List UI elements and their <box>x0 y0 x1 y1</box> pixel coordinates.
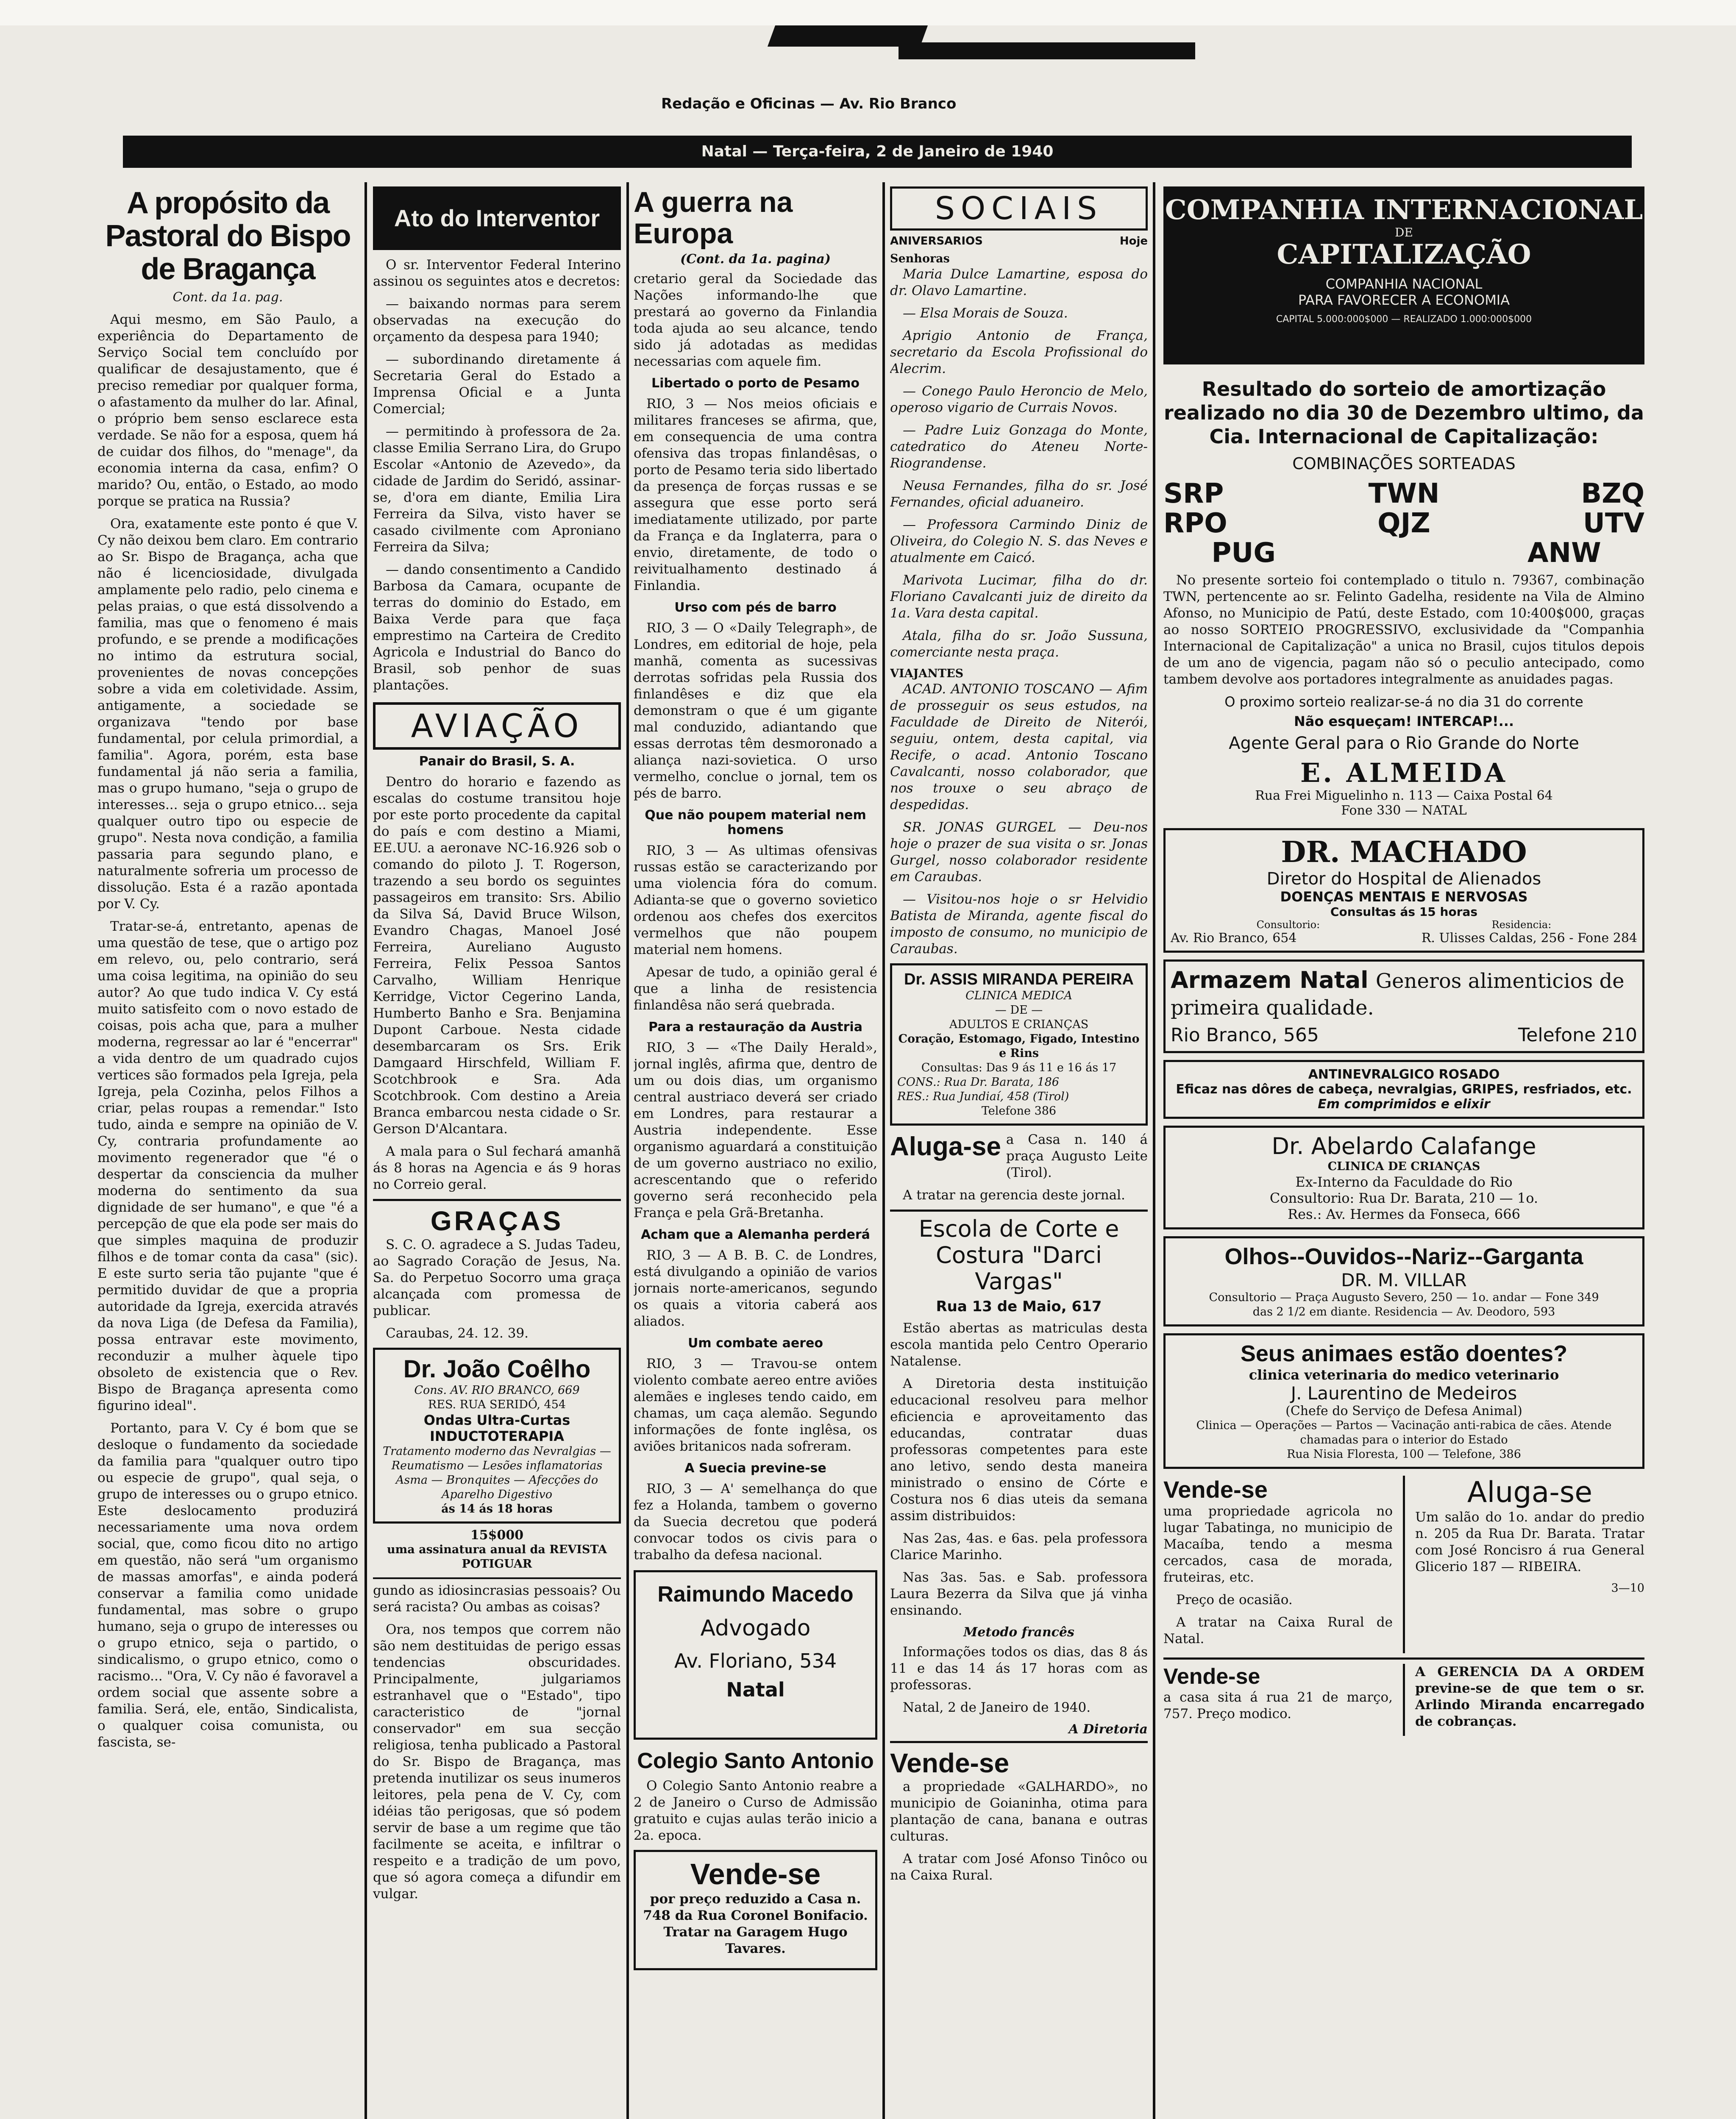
ad-villar-name: DR. M. VILLAR <box>1341 1270 1467 1290</box>
ad-vende-se-casa <box>634 1850 877 1970</box>
social-item: SR. JONAS GURGEL — Deu-nos hoje o prazer de sua visita o sr. Jonas Gurgel, nosso colaborador residente em Caraubas. <box>890 820 1148 884</box>
social-item: Aprigio Antonio de França, secretario da Escola Profissional do Alecrim. <box>890 328 1148 376</box>
social-item: Neusa Fernandes, filha do sr. José Fernandes, oficial aduaneiro. <box>890 478 1148 510</box>
paragraph: A Diretoria desta instituição educacional resolveu para melhor eficiencia e aproveitamento das educandas, contratar duas professoras competentes para este ano letivo, sendo desta maneira ministrado o ensino de Córte e Costura nos 6 dias uteis da semana assim distribuidos: <box>890 1376 1148 1524</box>
masthead-line <box>661 95 1382 117</box>
ad-line: Ondas Ultra-Curtas <box>423 1412 570 1428</box>
paragraph: Ora, exatamente este ponto é que V. Cy não deixou bem claro. Em contrario ao Sr. Bispo de Bragança, acha que não é licenciosidade, divulgada amplamente pelo radio, pelo cinema e pelas praias, o que está dissolvendo a familia, mas que o fenomeno é mais profundo, e se prende a modificações no intimo da estrutura social, provenientes de novas concepções sobre a vida em coletividade. Assim, antigamente, a sociedade se organizava "tendo por base fundamental, por celula primordial, a familia". Agora, porém, esta base fundamental já não seria a familia, mas o grupo humano, "seja o grupo de interesses... seja o grupo etnico... seja qualquer outro tipo ou especie de grupo". Nesta nova condição, a familia passaria para segundo plano, e naturalmente sofreria um processo de dissolução. Esta é a razão apontada por V. Cy. <box>97 516 358 912</box>
ad-gerencia-ordem <box>1415 1664 1644 1736</box>
sorteio-title: Resultado do sorteio de amortização realizado no dia 30 de Dezembro ultimo, da Cia. Internacional de Capitalização: <box>1164 378 1644 448</box>
paragraph: A tratar na Caixa Rural de Natal. <box>1163 1615 1393 1646</box>
assinatura-price: 15$000 <box>470 1528 524 1543</box>
social-item: Marivota Lucimar, filha do dr. Floriano Cavalcanti juiz de direito da 1a. Vara desta capital. <box>890 573 1148 621</box>
column-rule-4 <box>1153 182 1155 2119</box>
ad-animais-title: Seus animaes estão doentes? <box>1240 1341 1568 1366</box>
column-1 <box>97 186 358 2119</box>
paragraph: Ora, nos tempos que correm não são nem destituidas de perigo essas tendencias obscuridades. Principalmente, julgariamos estranhavel que o "Estado", tipo caracteristico de "jornal conservador" em sua secção religiosa, tenha publicado a Pastoral do Sr. Bispo de Bragança, mas pretenda inutilizar os seus inumeros leitores, pela pena de V. Cy, com idéias tão perigosas, que só podem servir de base a um regime que tão facilmente se aceita, e infiltrar o respeito e a tradição de um povo, que só agora começa a difundir em vulgar. <box>373 1622 621 1902</box>
combo-code: PUG <box>1211 537 1276 569</box>
ad-line: Cons. AV. RIO BRANCO, 669 <box>414 1384 580 1397</box>
ad-calafange-name: Dr. Abelardo Calafange <box>1271 1133 1536 1160</box>
ad-line: Consultas ás 15 horas <box>1330 905 1478 919</box>
ad-dr-villar <box>1163 1236 1644 1326</box>
ad-line: RES. RUA SERIDÓ, 454 <box>428 1398 566 1411</box>
column-rule-1 <box>364 182 367 2119</box>
cic-line: PARA FAVORECER A ECONOMIA <box>1298 292 1510 308</box>
combo-code: RPO <box>1163 508 1227 539</box>
category-label: VIAJANTES <box>890 667 964 680</box>
paragraph: RIO, 3 — As ultimas ofensivas russas estão se caracterizando por uma violencia fóra do comum. Adianta-se que o governo sovietico ordenou aos chefes dos exercitos vermelhos que não poupem material nem homens. <box>634 843 877 957</box>
divider <box>890 1741 1148 1743</box>
gracas-sign: Caraubas, 24. 12. 39. <box>386 1326 529 1341</box>
aviacao-heading-box <box>373 702 621 750</box>
divider <box>1163 1657 1644 1660</box>
section-title-aviacao: AVIAÇÃO <box>411 707 583 745</box>
paragraph: RIO, 3 — «The Daily Herald», jornal inglês, afirma que, dentro de um ou dois dias, um organismo central austriaco deverá ser criado em Londres, para restaurar a Austria independente. Esse organismo aguardará a constituição de um governo austriaco no exilio, acrescentando que o referido governo será reconhecido pela França e pela Grã-Bretanha. <box>634 1040 877 1221</box>
ad-vende-se-casa-2 <box>1163 1664 1393 1736</box>
title-banner-interventor <box>373 186 621 250</box>
paragraph: O Colegio Santo Antonio reabre a 2 de Janeiro o Curso de Admissão gratuito e cujas aulas terão inicio a 2a. epoca. <box>634 1778 877 1843</box>
paragraph: Tratar-se-á, entretanto, apenas de uma questão de tese, que o artigo poz em relevo, ou, pelo contrario, será uma coisa legitima, na opinião do seu autor? Ao que tudo indica V. Cy está muito satisfeito com o novo estado de coisas, pois acha que, para a mulher moderna, regressar ao lar é "encerrar" a vida dentro de um quadrado cujos vertices são formados pela Igreja, pela Igreja, pela Cozinha, pelos Filhos a criar, pelas roupas a remendar." Isto tudo, ainda e sempre na opinião de V. Cy, contraria profundamente ao movimento regenerador que "é o despertar da consciencia da mulher moderna do sentimento da sua dignidade de ser humano", e que "é a percepção de que ela pode ser mais do que simples maquina de produzir filhos e de tomar conta da casa" (sic). E este surto seria tão pujante "que é permitido duvidar de que a propria autoridade da Igreja, exercida através da nova Liga (de Defesa da Familia), possa entravar este movimento, reconduzir a mulher àquele tipo obsoleto de existencia que o Rev. Bispo de Bragança apresenta como figurino ideal". <box>97 919 358 1413</box>
ad-vende-title: Vende-se <box>690 1858 821 1891</box>
ad-colegio-name: Colegio Santo Antonio <box>637 1749 874 1773</box>
subheading: Um combate aereo <box>688 1336 823 1351</box>
ad-line: clinica veterinaria do medico veterinario <box>1249 1367 1559 1383</box>
ad-line: Consultorio: <box>1256 919 1320 931</box>
ad-abelardo-calafange <box>1163 1126 1644 1229</box>
masthead-text-1: Redação e Oficinas — Av. Rio Branco <box>661 95 957 112</box>
ad-aluga-title: Aluga-se <box>1467 1476 1593 1509</box>
ad-vende-title: Vende-se <box>890 1748 1010 1778</box>
article-title-guerra: A guerra na Europa <box>634 186 793 250</box>
ad-line: Coração, Estomago, Figado, Intestino e Rins <box>898 1032 1140 1060</box>
ad-aluga-se-salao <box>1415 1476 1644 1653</box>
ad-rosado-text2: Em comprimidos e elixir <box>1318 1097 1490 1112</box>
ad-line: Res.: Av. Hermes da Fonseca, 666 <box>1288 1206 1520 1222</box>
article-title-interventor: Ato do Interventor <box>394 205 600 231</box>
ad-line: Consultorio — Praça Augusto Severo, 250 — 1o. andar — Fone 349 <box>1209 1291 1599 1304</box>
aniversarios-date: Hoje <box>1119 235 1148 247</box>
ad-villar-title: Olhos--Ouvidos--Nariz--Garganta <box>1224 1244 1583 1269</box>
ad-line: Telefone 386 <box>981 1104 1057 1118</box>
ad-aluga-text: a Casa n. 140 á praça Augusto Leite (Tirol). <box>1006 1132 1148 1180</box>
ad-machado-addr-labels <box>1171 919 1637 931</box>
sorteio-next: O proximo sorteio realizar-se-á no dia 31 do corrente <box>1224 694 1583 710</box>
ad-line: ADULTOS E CRIANÇAS <box>949 1018 1089 1031</box>
dateline-bar <box>123 136 1632 168</box>
ad-line: Consultorio: Rua Dr. Barata, 210 — 1o. <box>1269 1190 1538 1206</box>
ad-rosado-title: ANTINEVRALGICO ROSADO <box>1308 1067 1500 1082</box>
assinatura-text: uma assinatura anual da REVISTA POTIGUAR <box>387 1543 607 1571</box>
classifieds-row <box>1163 1476 1644 1653</box>
ad-line: das 2 1/2 em diante. Residencia — Av. Deodoro, 593 <box>1252 1305 1555 1318</box>
ad-line: Diretor do Hospital de Alienados <box>1266 869 1541 889</box>
ad-aluga-title: Aluga-se <box>890 1132 1001 1161</box>
ad-armazem-addr: Rio Branco, 565 <box>1171 1024 1319 1046</box>
combo-code: BZQ <box>1581 478 1644 509</box>
ad-line: INDUCTOTERAPIA <box>430 1428 564 1444</box>
paragraph: Preço de ocasião. <box>1176 1592 1293 1607</box>
ad-line: CLINICA MEDICA <box>965 989 1073 1002</box>
subheading: Urso com pés de barro <box>674 600 837 615</box>
ad-raimundo-macedo <box>634 1570 877 1740</box>
combo-code: SRP <box>1163 478 1224 509</box>
paragraph: RIO, 3 — A B. B. C. de Londres, está divulgando a opinião de varios jornais norte-americanos, segundo os quais a vitoria caberá aos aliados. <box>634 1248 877 1329</box>
section-title-sociais: SOCIAIS <box>935 190 1103 227</box>
paragraph: Nas 2as, 4as. e 6as. pela professora Clarice Marinho. <box>890 1531 1148 1563</box>
ad-line: Clinica — Operações — Partos — Vacinação anti-rabica de cães. Atende chamadas para o interior do Estado <box>1196 1419 1612 1446</box>
paragraph: RIO, 3 — A' semelhança do que fez a Holanda, tambem o governo da Suecia decretou que poderá convocar todos os civis para o trabalho da defesa nacional. <box>634 1481 877 1563</box>
ad-vende-title: Vende-se <box>1163 1476 1268 1503</box>
ad-armazem-title: Armazem Natal <box>1171 967 1369 993</box>
ad-line: RES.: Rua Jundiaí, 458 (Tirol) <box>897 1090 1069 1103</box>
ad-assis-name: Dr. ASSIS MIRANDA PEREIRA <box>904 971 1134 988</box>
paragraph: Um salão do 1o. andar do predio n. 205 da Rua Dr. Barata. Tratar com José Roncisro á rua General Glicerio 187 — RIBEIRA. <box>1415 1510 1644 1574</box>
subheading: Para a restauração da Austria <box>648 1020 862 1034</box>
paragraph: A GERENCIA DA A ORDEM previne-se de que tem o sr. Arlindo Miranda encarregado de cobranças. <box>1415 1664 1644 1729</box>
ad-machado-name: DR. MACHADO <box>1281 835 1527 869</box>
paragraph: a propriedade «GALHARDO», no municipio de Goianinha, otima para plantação de cana, banana e outras culturas. <box>890 1779 1148 1844</box>
sorteio-agent: Agente Geral para o Rio Grande do Norte <box>1229 734 1579 753</box>
column-rule-2 <box>626 182 629 2119</box>
ad-line: ás 14 ás 18 horas <box>441 1502 553 1516</box>
paragraph: — permitindo à professora de 2a. classe Emilia Serrano Lira, do Grupo Escolar «Antonio de Azevedo», da cidade de Jardim do Seridó, assinar-se, d'ora em diante, Emilia Lira Ferreira da Silva, visto haver se casado civilmente com Aproniano Ferreira da Silva; <box>373 424 621 555</box>
paragraph: Aqui mesmo, em São Paulo, a experiência do Departamento de Serviço Social tem concluído por qualificar de desajustamento, que é preciso remediar por qualquer forma, o afastamento da mulher do lar. Afinal, o próprio bem senso esclarece esta verdade. Se não for a esposa, quem há de cuidar dos filhos, do "menage", da economia interna da casa, enfim? O marido? Ou, então, o Estado, ao modo porque se pratica na Russia? <box>97 312 358 509</box>
dateline-text: Natal — Terça-feira, 2 de Janeiro de 1940 <box>701 143 1054 160</box>
continuation-note: Cont. da 1a. pag. <box>172 290 283 305</box>
paragraph: No presente sorteio foi contemplado o titulo n. 79367, combinação TWN, pertencente ao sr. Felinto Gadelha, residente na Vila de Almino Afonso, no Municipio de Patú, deste Estado, com 10:400$000, graças ao nosso SORTEIO PROGRESSIVO, exclusividade da "Companhia Internacional de Capitalização" a unica no Brasil, cujos titulos depois de um ano de vigencia, pagam não só o peculio antecipado, como tambem devolve aos portadores integralmente as anuidades pagas. <box>1163 573 1644 687</box>
ad-aluga-se-casa <box>890 1132 1148 1187</box>
paragraph: Apesar de tudo, a opinião geral é que a linha de resistencia finlandêsa não será quebrada. <box>634 965 877 1013</box>
paragraph: RIO, 3 — O «Daily Telegraph», de Londres, em editorial de hoje, pela manhã, comenta as sucessivas derrotas sofridas pela Russia dos finlandêses e diz que ela demonstram o que é um gigante mal conduzido, adiantando que essas derrotas têm desmoronado a aliança nazi-sovietica. O urso vermelho, conclue o jornal, tem os pés de barro. <box>634 620 877 801</box>
ad-line: Tratamento moderno das Nevralgias — Reumatismo — Lesões inflamatorias <box>383 1445 611 1472</box>
cic-line: CAPITAL 5.000:000$000 — REALIZADO 1.000:000$000 <box>1276 314 1532 325</box>
column-3 <box>634 186 877 2119</box>
divider <box>373 1577 621 1579</box>
ad-line: — DE — <box>995 1004 1043 1017</box>
ad-line: Av. Rio Branco, 654 <box>1171 931 1297 945</box>
subheading: A Suecia previne-se <box>684 1461 826 1476</box>
social-item: — Visitou-nos hoje o sr Helvidio Batista de Miranda, agente fiscal do imposto de consumo, no municipio de Caraubas. <box>890 892 1148 957</box>
ad-vende-text: por preço reduzido a Casa n. 748 da Rua Coronel Bonifacio. Tratar na Garagem Hugo Tavares. <box>643 1891 868 1956</box>
ad-machado-addrs <box>1171 931 1637 945</box>
sociais-heading-box <box>890 186 1148 231</box>
paragraph: Portanto, para V. Cy é bom que se desloque o fundamento da sociedade da familia para "qualquer outro tipo ou especie de grupo", qual seja, o grupo de interesses ou o grupo etnico. Este deslocamento produzirá necessariamente uma nova ordem social, que, como ficou dito no artigo em questão, não será "um organismo de massas amorfas", e ainda poderá conservar a familia como unidade fundamental, mas sobre o grupo humano, seja o grupo de interesses ou o grupo etnico, seja o partido, o sindicalismo, o grupo etnico, como o racismo... "Ora, V. Cy não é favoravel a ordem social que assente sobre a familia. Será, ele, então, Sindicalista, o qualquer coisa comunista, ou fascista, se- <box>97 1421 358 1750</box>
column-5 <box>1163 186 1644 2119</box>
paragraph: A mala para o Sul fechará amanhã ás 8 horas na Agencia e ás 9 horas no Correio geral. <box>373 1144 621 1192</box>
ad-vende-title: Vende-se <box>1163 1664 1260 1689</box>
classifieds-row-2 <box>1163 1664 1644 1736</box>
ad-armazem-text: Generos alimenticios de primeira qualidade. <box>1171 969 1625 1020</box>
social-item: Maria Dulce Lamartine, esposa do dr. Olavo Lamartine. <box>890 267 1148 298</box>
ad-escola-title: Escola de Corte e Costura "Darci Vargas" <box>918 1215 1119 1295</box>
cic-banner <box>1163 186 1644 364</box>
social-item: — Professora Carmindo Diniz de Oliveira, do Colegio N. S. das Neves e atualmente em Caicó. <box>890 517 1148 565</box>
continuation-note: (Cont. da 1a. pagina) <box>680 252 831 267</box>
paragraph: cretario geral da Sociedade das Nações informando-lhe que prestará ao governo da Finlandia toda ajuda ao seu alcance, tendo sido já adotadas as medidas necessarias com aquele fim. <box>634 271 877 369</box>
column-divider <box>1403 1476 1405 1653</box>
sorteio-agent-name: E. ALMEIDA <box>1300 757 1508 788</box>
ad-rosado-text: Eficaz nas dôres de cabeça, nevralgias, GRIPES, resfriados, etc. <box>1176 1082 1632 1097</box>
divider <box>373 1199 621 1201</box>
paragraph: — dando consentimento a Candido Barbosa da Camara, ocupante de terras do dominio do Estado, em Baixa Verde para que faça emprestimo na Carteira de Credito Agricola e Industrial do Banco do Brasil, sob penhor de suas plantações. <box>373 562 621 693</box>
sorteio-phone: Fone 330 — NATAL <box>1341 803 1467 818</box>
cic-line: DE <box>1395 225 1413 239</box>
ad-line: Ex-Interno da Faculdade do Rio <box>1295 1174 1513 1190</box>
paragraph: — subordinando diretamente á Secretaria Geral do Estado a Imprensa Oficial e a Junta Comercial; <box>373 352 621 417</box>
cic-line: COMPANHIA INTERNACIONAL <box>1165 194 1643 226</box>
subheading: Libertado o porto de Pesamo <box>651 376 860 391</box>
column-divider <box>1403 1664 1405 1736</box>
cic-line: COMPANHIA NACIONAL <box>1325 276 1483 292</box>
category-label: Senhoras <box>890 252 950 265</box>
sorteio-combos <box>1163 479 1644 568</box>
paragraph: Natal, 2 de Janeiro de 1940. <box>903 1700 1091 1715</box>
aviacao-subtitle: Panair do Brasil, S. A. <box>419 754 575 769</box>
ad-assis-pereira <box>890 963 1148 1126</box>
cic-line: CAPITALIZAÇÃO <box>1277 239 1531 270</box>
combo-code: UTV <box>1583 508 1644 539</box>
subheading: Acham que a Alemanha perderá <box>641 1227 870 1242</box>
social-item: — Padre Luiz Gonzaga do Monte, catedratico do Ateneu Norte-Riograndense. <box>890 423 1148 471</box>
signature: A Diretoria <box>1068 1722 1148 1737</box>
ad-armazem-contacts <box>1171 1024 1637 1046</box>
paragraph: S. C. O. agradece a S. Judas Tadeu, ao Sagrado Coração de Jesus, Na. Sa. do Perpetuo Socorro uma graça alcançada com promessa de publicar. <box>373 1237 621 1318</box>
ad-joao-coelho <box>373 1348 621 1524</box>
ad-animais-name: J. Laurentino de Medeiros <box>1291 1383 1517 1404</box>
aniversarios-row <box>890 235 1148 247</box>
social-item: — Elsa Morais de Souza. <box>903 306 1068 321</box>
combo-code: QJZ <box>1377 508 1430 539</box>
subheading: Metodo francês <box>963 1625 1074 1640</box>
ad-antinevralgico-rosado <box>1163 1060 1644 1119</box>
social-item: Atala, filha do sr. João Sussuna, comerciante nesta praça. <box>890 628 1148 660</box>
paragraph: A tratar com José Afonso Tinôco ou na Caixa Rural. <box>890 1851 1148 1883</box>
paragraph: Nas 3as. 5as. e Sab. professora Laura Bezerra da Silva que já vinha ensinando. <box>890 1570 1148 1618</box>
column-4 <box>890 186 1148 2119</box>
ad-armazem-natal <box>1163 959 1644 1053</box>
paragraph: gundo as idiosincrasias pessoais? Ou será racista? Ou ambas as coisas? <box>373 1583 621 1615</box>
ad-line: Rua Nisia Floresta, 100 — Telefone, 386 <box>1287 1448 1521 1461</box>
ad-line: R. Ulisses Caldas, 256 - Fone 284 <box>1421 931 1637 945</box>
paragraph: a casa sita á rua 21 de março, 757. Preço modico. <box>1163 1690 1393 1721</box>
ad-line: Av. Floriano, 534 <box>674 1649 837 1672</box>
column-rule-3 <box>882 182 885 2119</box>
column-2 <box>373 186 621 2119</box>
ad-armazem-row <box>1171 967 1637 1020</box>
article-title-pastoral: A propósito da Pastoral do Bispo de Bragança <box>105 186 351 286</box>
ad-line: Advogado <box>700 1616 811 1641</box>
social-item: ACAD. ANTONIO TOSCANO — Afim de prosseguir os seus estudos, na Faculdade de Direito de Niterói, seguiu, ontem, desta capital, via Recife, o acad. Antonio Toscano Cavalcanti, nosso colaborador, que nos trouxe o seu abraço de despedidas. <box>890 681 1148 812</box>
ad-line: Asma — Bronquites — Afecções do Aparelho Digestivo <box>395 1474 598 1501</box>
ad-line: DOENÇAS MENTAIS E NERVOSAS <box>1280 889 1528 905</box>
ad-aluga-text2: A tratar na gerencia deste jornal. <box>903 1187 1125 1203</box>
ad-ref: 3—10 <box>1611 1582 1644 1595</box>
combo-code: ANW <box>1527 537 1601 569</box>
ad-macedo-name: Raimundo Macedo <box>657 1582 854 1607</box>
ad-line: (Chefe do Serviço de Defesa Animal) <box>1285 1404 1522 1418</box>
sorteio-addr: Rua Frei Miguelinho n. 113 — Caixa Postal 64 <box>1255 788 1553 803</box>
ad-line: CONS.: Rua Dr. Barata, 186 <box>897 1076 1059 1089</box>
section-title-gracas: GRAÇAS <box>430 1206 564 1236</box>
paragraph: — baixando normas para serem observadas na execução do orçamento da despesa para 1940; <box>373 296 621 345</box>
paragraph: RIO, 3 — Nos meios oficiais e militares franceses se afirma, que, em consequencia de uma contra ofensiva das tropas finlandêsas, o porto de Pesamo teria sido libertado da presença de forças russas e se assegura que esse porto será imediatamente utilizado, por parte da França e da Inglaterra, para o envio, diretamente, de todo o reivitualhamento destinado á Finlandia. <box>634 396 877 593</box>
social-item: — Conego Paulo Heroncio de Melo, operoso vigario de Currais Novos. <box>890 384 1148 415</box>
ad-vende-se-propriedade <box>1163 1476 1393 1653</box>
ad-dr-machado <box>1163 828 1644 953</box>
ad-armazem-phone: Telefone 210 <box>1518 1024 1637 1046</box>
paragraph: uma propriedade agricola no lugar Tabatinga, no municipio de Macaíba, tendo a mesma cercados, casa de morada, fruteiras, etc. <box>1163 1504 1393 1585</box>
aniversarios-label: ANIVERSARIOS <box>890 235 983 247</box>
divider <box>890 1210 1148 1212</box>
paragraph: RIO, 3 — Travou-se ontem violento combate aereo entre aviões alemães e ingleses tendo caido, em chamas, um caça alemão. Segundo informações de fonte inglêsa, os aviões britanicos nada sofreram. <box>634 1356 877 1454</box>
ad-coelho-name: Dr. João Coêlho <box>403 1355 591 1383</box>
ad-line: Natal <box>726 1678 785 1701</box>
sorteio-forget: Não esqueçam! INTERCAP!... <box>1294 713 1514 729</box>
paragraph: Dentro do horario e fazendo as escalas do costume transitou hoje por este porto procedente da capital do país e com destino a Miami, EE.UU. a aeronave NC-16.926 sob o comando do piloto J. T. Rogerson, trazendo a seu bordo os seguintes passageiros em transito: Srs. Abilio da Silva Sá, David Bruce Wilson, Evandro Chagas, Manoel José Ferreira, Aureliano Augusto Ferreira, Felix Pessoa Santos Carvalho, William Henrique Kerridge, Victor Cegerino Landa, Humberto Banho e Sra. Benjamina Dupont Carboue. Nesta cidade desembarcaram os Srs. Erik Damgaard Hirschfeld, William F. Scotchbrook e Sra. Ada Scotchbrook. Com destino a Areia Branca embarcou nesta cidade o Sr. Gerson D'Alcantara. <box>373 774 621 1137</box>
paragraph: Estão abertas as matriculas desta escola mantida pelo Centro Operario Natalense. <box>890 1321 1148 1369</box>
ad-line: Residencia: <box>1491 919 1552 931</box>
sorteio-sub: COMBINAÇÕES SORTEADAS <box>1292 454 1516 473</box>
ad-line: Consultas: Das 9 ás 11 e 16 ás 17 <box>921 1061 1117 1074</box>
paragraph: Informações todos os dias, das 8 ás 11 e das 14 ás 17 horas com as professoras. <box>890 1644 1148 1693</box>
ad-escola-addr: Rua 13 de Maio, 617 <box>936 1298 1102 1315</box>
combo-code: TWN <box>1368 478 1440 509</box>
ad-veterinario <box>1163 1333 1644 1469</box>
ad-line: CLINICA DE CRIANÇAS <box>1327 1160 1480 1173</box>
paragraph: O sr. Interventor Federal Interino assinou os seguintes atos e decretos: <box>373 257 621 289</box>
subheading: Que não poupem material nem homens <box>645 808 866 837</box>
